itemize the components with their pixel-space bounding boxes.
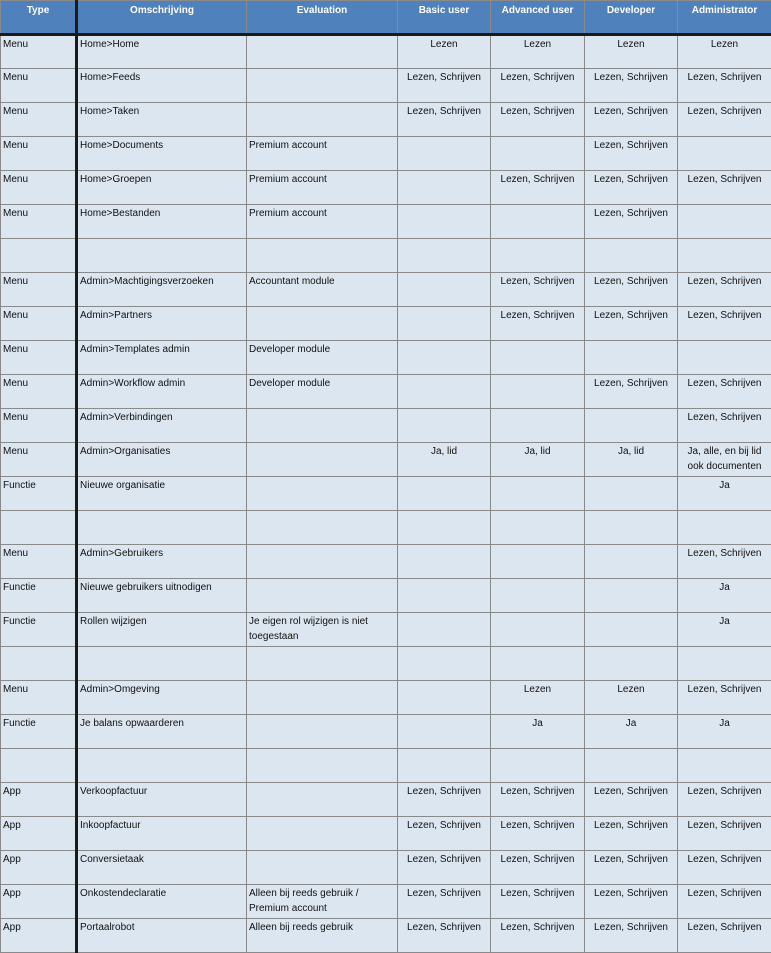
cell-omschrijving: Home>Taken [77, 103, 247, 137]
cell-advanced-user [491, 205, 585, 239]
cell-type: Menu [1, 545, 77, 579]
cell-advanced-user: Lezen, Schrijven [491, 103, 585, 137]
cell-evaluation [247, 545, 398, 579]
cell-developer: Lezen, Schrijven [585, 919, 678, 953]
cell-administrator: Lezen, Schrijven [678, 69, 771, 103]
table-row [1, 545, 771, 579]
cell-developer: Lezen, Schrijven [585, 885, 678, 919]
cell-type: Menu [1, 341, 77, 375]
header-omschrijving: Omschrijving [77, 1, 247, 35]
cell-developer: Lezen, Schrijven [585, 273, 678, 307]
cell-basic-user [398, 341, 491, 375]
cell-administrator [678, 137, 771, 171]
cell-evaluation [247, 851, 398, 885]
cell-evaluation [247, 783, 398, 817]
table-row [1, 579, 771, 613]
table-row [1, 919, 771, 953]
cell-advanced-user [491, 409, 585, 443]
cell-type: Functie [1, 715, 77, 749]
header-evaluation: Evaluation [247, 1, 398, 35]
cell-type: App [1, 783, 77, 817]
table-row [1, 35, 771, 69]
cell-omschrijving: Admin>Templates admin [77, 341, 247, 375]
cell-developer: Lezen, Schrijven [585, 171, 678, 205]
cell-type: Menu [1, 307, 77, 341]
cell-developer: Lezen, Schrijven [585, 205, 678, 239]
cell-advanced-user [491, 545, 585, 579]
cell-developer [585, 409, 678, 443]
cell-basic-user [398, 171, 491, 205]
table-row [1, 171, 771, 205]
cell-type: Functie [1, 579, 77, 613]
table-row [1, 715, 771, 749]
cell-developer: Lezen, Schrijven [585, 783, 678, 817]
cell-developer: Ja [585, 715, 678, 749]
cell-type [1, 239, 77, 273]
cell-administrator: Ja [678, 579, 771, 613]
header-basic-user: Basic user [398, 1, 491, 35]
table-row [1, 681, 771, 715]
cell-basic-user: Lezen, Schrijven [398, 851, 491, 885]
table-row [1, 817, 771, 851]
cell-administrator: Lezen, Schrijven [678, 919, 771, 953]
cell-evaluation: Je eigen rol wijzigen is niet toegestaan [247, 613, 398, 647]
cell-omschrijving: Rollen wijzigen [77, 613, 247, 647]
cell-basic-user: Lezen, Schrijven [398, 783, 491, 817]
cell-omschrijving: Conversietaak [77, 851, 247, 885]
cell-basic-user [398, 307, 491, 341]
cell-administrator: Lezen, Schrijven [678, 885, 771, 919]
cell-administrator [678, 341, 771, 375]
cell-advanced-user: Lezen, Schrijven [491, 851, 585, 885]
cell-advanced-user [491, 477, 585, 511]
cell-advanced-user [491, 579, 585, 613]
cell-basic-user [398, 715, 491, 749]
cell-omschrijving: Admin>Gebruikers [77, 545, 247, 579]
cell-developer: Ja, lid [585, 443, 678, 477]
cell-evaluation: Developer module [247, 341, 398, 375]
cell-developer [585, 647, 678, 681]
cell-omschrijving: Onkostendeclaratie [77, 885, 247, 919]
cell-omschrijving: Admin>Machtigingsverzoeken [77, 273, 247, 307]
cell-type [1, 749, 77, 783]
cell-omschrijving: Home>Home [77, 35, 247, 69]
cell-advanced-user: Lezen, Schrijven [491, 171, 585, 205]
cell-developer: Lezen, Schrijven [585, 851, 678, 885]
table-row [1, 239, 771, 273]
table-row [1, 783, 771, 817]
cell-basic-user [398, 511, 491, 545]
cell-omschrijving: Je balans opwaarderen [77, 715, 247, 749]
cell-advanced-user [491, 749, 585, 783]
cell-advanced-user [491, 137, 585, 171]
cell-evaluation [247, 715, 398, 749]
cell-type: Menu [1, 681, 77, 715]
cell-advanced-user: Lezen, Schrijven [491, 783, 585, 817]
cell-type: Menu [1, 103, 77, 137]
cell-advanced-user: Lezen, Schrijven [491, 69, 585, 103]
cell-evaluation [247, 307, 398, 341]
cell-developer [585, 613, 678, 647]
cell-basic-user [398, 749, 491, 783]
cell-basic-user: Lezen, Schrijven [398, 103, 491, 137]
cell-evaluation [247, 477, 398, 511]
table-row [1, 749, 771, 783]
table-row [1, 137, 771, 171]
cell-administrator: Ja [678, 715, 771, 749]
cell-type: Functie [1, 613, 77, 647]
cell-basic-user: Lezen, Schrijven [398, 919, 491, 953]
cell-type: Menu [1, 205, 77, 239]
cell-evaluation [247, 749, 398, 783]
cell-type: App [1, 885, 77, 919]
cell-developer: Lezen [585, 35, 678, 69]
cell-advanced-user [491, 239, 585, 273]
cell-type: Menu [1, 375, 77, 409]
cell-type: Menu [1, 35, 77, 69]
cell-evaluation [247, 103, 398, 137]
cell-basic-user: Ja, lid [398, 443, 491, 477]
cell-omschrijving: Home>Feeds [77, 69, 247, 103]
cell-evaluation [247, 647, 398, 681]
cell-evaluation [247, 239, 398, 273]
cell-basic-user [398, 647, 491, 681]
cell-developer [585, 341, 678, 375]
cell-administrator: Ja, alle, en bij lid ook documenten [678, 443, 771, 477]
cell-advanced-user [491, 341, 585, 375]
cell-type: Menu [1, 69, 77, 103]
cell-type: Menu [1, 409, 77, 443]
cell-administrator [678, 749, 771, 783]
cell-advanced-user: Ja [491, 715, 585, 749]
cell-developer: Lezen, Schrijven [585, 307, 678, 341]
cell-basic-user [398, 681, 491, 715]
cell-administrator: Lezen, Schrijven [678, 375, 771, 409]
cell-developer [585, 545, 678, 579]
cell-basic-user: Lezen, Schrijven [398, 885, 491, 919]
cell-advanced-user: Lezen, Schrijven [491, 885, 585, 919]
header-administrator: Administrator [678, 1, 771, 35]
cell-omschrijving: Admin>Omgeving [77, 681, 247, 715]
cell-type: App [1, 919, 77, 953]
cell-evaluation: Alleen bij reeds gebruik / Premium account [247, 885, 398, 919]
cell-type: Menu [1, 443, 77, 477]
cell-basic-user [398, 545, 491, 579]
cell-omschrijving: Nieuwe gebruikers uitnodigen [77, 579, 247, 613]
cell-evaluation [247, 681, 398, 715]
cell-administrator [678, 511, 771, 545]
cell-omschrijving: Admin>Workflow admin [77, 375, 247, 409]
cell-administrator [678, 239, 771, 273]
cell-developer: Lezen, Schrijven [585, 817, 678, 851]
table-row [1, 273, 771, 307]
cell-developer [585, 511, 678, 545]
table-body [1, 35, 771, 953]
cell-administrator: Lezen, Schrijven [678, 851, 771, 885]
cell-evaluation: Premium account [247, 171, 398, 205]
cell-type: Menu [1, 273, 77, 307]
cell-evaluation: Developer module [247, 375, 398, 409]
cell-developer: Lezen, Schrijven [585, 375, 678, 409]
cell-basic-user [398, 409, 491, 443]
table-row [1, 613, 771, 647]
table-row [1, 69, 771, 103]
cell-basic-user: Lezen [398, 35, 491, 69]
cell-omschrijving: Home>Groepen [77, 171, 247, 205]
cell-advanced-user: Lezen, Schrijven [491, 817, 585, 851]
cell-advanced-user: Lezen [491, 681, 585, 715]
cell-basic-user: Lezen, Schrijven [398, 69, 491, 103]
header-developer: Developer [585, 1, 678, 35]
cell-advanced-user [491, 375, 585, 409]
table-row [1, 375, 771, 409]
cell-basic-user [398, 375, 491, 409]
cell-advanced-user: Lezen, Schrijven [491, 273, 585, 307]
cell-advanced-user: Lezen, Schrijven [491, 307, 585, 341]
cell-evaluation: Premium account [247, 205, 398, 239]
cell-evaluation [247, 511, 398, 545]
cell-omschrijving: Admin>Partners [77, 307, 247, 341]
cell-developer: Lezen, Schrijven [585, 103, 678, 137]
cell-administrator: Lezen [678, 35, 771, 69]
table-row [1, 205, 771, 239]
table-row [1, 885, 771, 919]
cell-type: App [1, 851, 77, 885]
cell-administrator: Lezen, Schrijven [678, 103, 771, 137]
table-row [1, 511, 771, 545]
cell-administrator: Lezen, Schrijven [678, 409, 771, 443]
cell-omschrijving [77, 239, 247, 273]
cell-evaluation: Premium account [247, 137, 398, 171]
cell-omschrijving: Portaalrobot [77, 919, 247, 953]
table-row [1, 851, 771, 885]
cell-developer: Lezen, Schrijven [585, 69, 678, 103]
cell-basic-user [398, 239, 491, 273]
cell-advanced-user: Lezen, Schrijven [491, 919, 585, 953]
cell-administrator: Ja [678, 477, 771, 511]
header-advanced-user: Advanced user [491, 1, 585, 35]
cell-administrator: Lezen, Schrijven [678, 545, 771, 579]
cell-administrator: Ja [678, 613, 771, 647]
table-row [1, 477, 771, 511]
cell-developer [585, 239, 678, 273]
cell-basic-user [398, 273, 491, 307]
cell-developer [585, 749, 678, 783]
cell-omschrijving: Nieuwe organisatie [77, 477, 247, 511]
cell-administrator [678, 205, 771, 239]
cell-advanced-user [491, 647, 585, 681]
cell-administrator: Lezen, Schrijven [678, 817, 771, 851]
cell-advanced-user: Lezen [491, 35, 585, 69]
cell-evaluation [247, 817, 398, 851]
cell-administrator: Lezen, Schrijven [678, 307, 771, 341]
cell-evaluation [247, 409, 398, 443]
cell-omschrijving: Verkoopfactuur [77, 783, 247, 817]
cell-administrator [678, 647, 771, 681]
cell-basic-user: Lezen, Schrijven [398, 817, 491, 851]
cell-basic-user [398, 579, 491, 613]
cell-basic-user [398, 477, 491, 511]
cell-administrator: Lezen, Schrijven [678, 681, 771, 715]
cell-administrator: Lezen, Schrijven [678, 783, 771, 817]
table-row [1, 409, 771, 443]
table-row [1, 443, 771, 477]
cell-advanced-user: Ja, lid [491, 443, 585, 477]
table-row [1, 647, 771, 681]
header-type: Type [1, 1, 77, 35]
cell-type: Functie [1, 477, 77, 511]
cell-basic-user [398, 205, 491, 239]
cell-omschrijving: Home>Bestanden [77, 205, 247, 239]
cell-type: App [1, 817, 77, 851]
cell-developer [585, 579, 678, 613]
cell-advanced-user [491, 613, 585, 647]
cell-basic-user [398, 613, 491, 647]
header-row [1, 1, 771, 35]
cell-advanced-user [491, 511, 585, 545]
cell-omschrijving: Admin>Organisaties [77, 443, 247, 477]
cell-developer: Lezen, Schrijven [585, 137, 678, 171]
cell-administrator: Lezen, Schrijven [678, 273, 771, 307]
cell-omschrijving: Home>Documents [77, 137, 247, 171]
table-row [1, 103, 771, 137]
cell-type [1, 511, 77, 545]
cell-omschrijving [77, 749, 247, 783]
cell-evaluation [247, 35, 398, 69]
cell-type [1, 647, 77, 681]
cell-developer [585, 477, 678, 511]
table-row [1, 307, 771, 341]
cell-omschrijving [77, 511, 247, 545]
cell-type: Menu [1, 137, 77, 171]
cell-omschrijving [77, 647, 247, 681]
cell-evaluation [247, 579, 398, 613]
cell-administrator: Lezen, Schrijven [678, 171, 771, 205]
cell-evaluation: Accountant module [247, 273, 398, 307]
cell-developer: Lezen [585, 681, 678, 715]
cell-basic-user [398, 137, 491, 171]
cell-type: Menu [1, 171, 77, 205]
cell-omschrijving: Admin>Verbindingen [77, 409, 247, 443]
table-row [1, 341, 771, 375]
cell-evaluation: Alleen bij reeds gebruik [247, 919, 398, 953]
cell-omschrijving: Inkoopfactuur [77, 817, 247, 851]
cell-evaluation [247, 69, 398, 103]
cell-evaluation [247, 443, 398, 477]
